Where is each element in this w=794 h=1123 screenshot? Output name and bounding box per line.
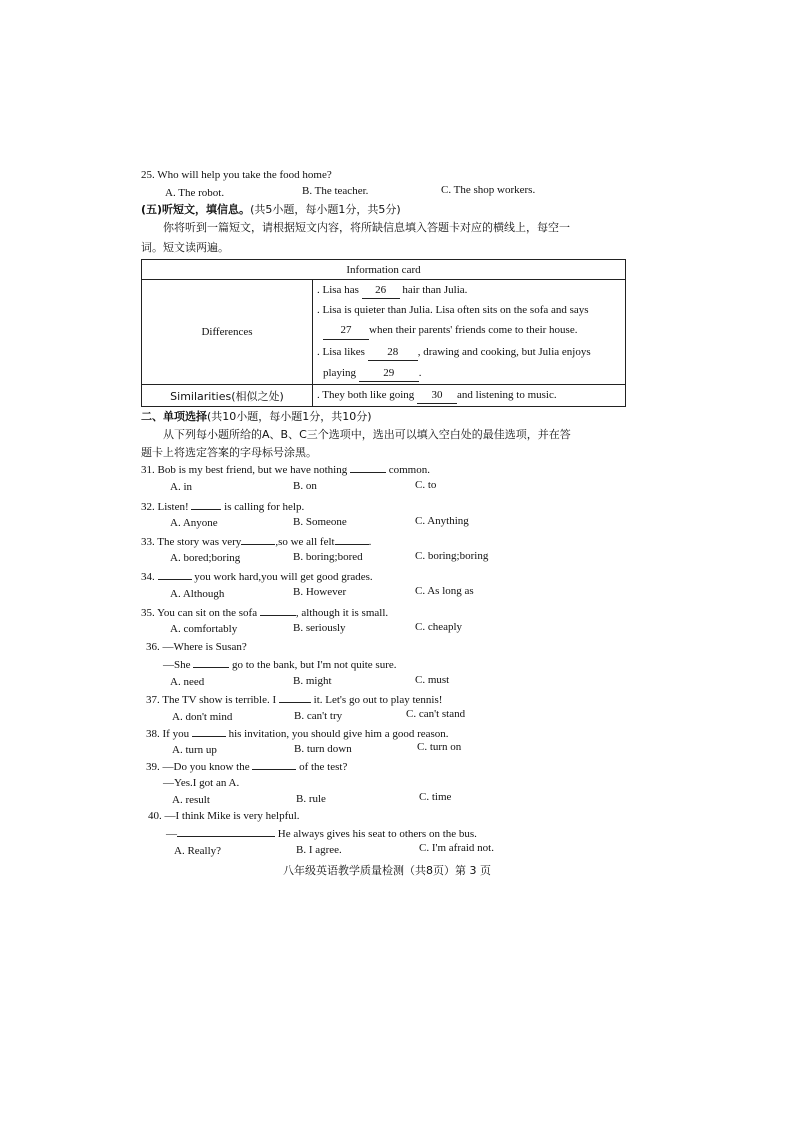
q37-option-b[interactable]: B. can't try xyxy=(294,710,343,722)
q37-option-a[interactable]: A. don't mind xyxy=(172,711,233,723)
section5-heading xyxy=(141,203,401,217)
q31-option-b[interactable]: B. on xyxy=(293,480,317,492)
q38-question xyxy=(146,725,449,741)
q38-option-b[interactable]: B. turn down xyxy=(294,743,352,755)
q35-text-pre: 35. You can sit on the sofa xyxy=(141,607,258,619)
q36-option-a[interactable]: A. need xyxy=(170,676,205,688)
q38-blank[interactable] xyxy=(192,725,226,737)
q39-option-a[interactable]: A. result xyxy=(172,794,210,806)
section5-title-note: (共5小题，每小题1分，共5分) xyxy=(250,203,401,216)
page-footer: 八年级英语教学质量检测（共8页）第 3 页 xyxy=(283,864,491,877)
q36-line2-post: go to the bank, but I'm not quite sure. xyxy=(232,659,397,671)
section2-instruction-line1: 从下列每小题所给的A、B、C三个选项中，选出可以填入空白处的最佳选项，并在答 xyxy=(163,428,571,441)
q40-line2-pre: — xyxy=(166,828,177,840)
q39-line1 xyxy=(146,758,347,774)
q38-option-a[interactable]: A. turn up xyxy=(172,744,217,756)
diff3-line2-post: . xyxy=(418,367,422,379)
section5-instruction-line1: 你将听到一篇短文，请根据短文内容，将所缺信息填入答题卡对应的横线上，每空一 xyxy=(163,221,570,234)
q37-option-c[interactable]: C. can't stand xyxy=(406,708,466,720)
q38-text-post: his invitation, you should give him a good reason. xyxy=(228,728,449,740)
q25-option-a[interactable]: A. The robot. xyxy=(165,187,225,199)
q37-blank[interactable] xyxy=(279,691,311,703)
diff2-post: when their parents' friends come to their house. xyxy=(369,324,578,336)
q32-text-pre: 32. Listen! xyxy=(141,501,189,513)
diff-row-27-line1: . Lisa is quieter than Julia. Lisa often sits on the sofa and says xyxy=(317,304,589,316)
section2-heading xyxy=(141,410,372,424)
diff3-post: , drawing and cooking, but Julia enjoys xyxy=(417,346,591,358)
q39-line2: —Yes.I got an A. xyxy=(163,777,240,789)
q33-blank-1[interactable] xyxy=(241,533,275,545)
q34-text-pre: 34. xyxy=(141,571,155,583)
q39-blank[interactable] xyxy=(252,758,296,770)
q31-text-post: common. xyxy=(388,464,430,476)
q34-question xyxy=(141,568,373,584)
q31-text-pre: 31. Bob is my best friend, but we have nothing xyxy=(141,464,348,476)
similarities-cell xyxy=(313,385,626,407)
q33-option-b[interactable]: B. boring;bored xyxy=(293,551,363,563)
q36-line2 xyxy=(163,656,397,672)
q34-text-post: you work hard,you will get good grades. xyxy=(194,571,373,583)
section5-instruction-line2: 词。短文读两遍。 xyxy=(141,241,229,254)
q36-option-b[interactable]: B. might xyxy=(293,675,332,687)
diff-row-29 xyxy=(313,363,625,384)
q32-text-post: is calling for help. xyxy=(224,501,305,513)
q31-question xyxy=(141,461,430,477)
q40-line2 xyxy=(166,825,477,841)
q32-option-c[interactable]: C. Anything xyxy=(415,515,469,527)
q35-option-c[interactable]: C. cheaply xyxy=(415,621,463,633)
diff1-pre: . Lisa has xyxy=(317,284,359,296)
q25-option-b[interactable]: B. The teacher. xyxy=(302,185,369,197)
blank-27[interactable]: 27 xyxy=(323,321,369,340)
q31-option-c[interactable]: C. to xyxy=(415,479,437,491)
q33-text-mid: ,so we all felt xyxy=(275,536,335,548)
q34-option-b[interactable]: B. However xyxy=(293,586,347,598)
blank-30[interactable]: 30 xyxy=(417,387,457,404)
section2-instruction-line2: 题卡上将选定答案的字母标号涂黑。 xyxy=(141,446,317,459)
q40-line1: 40. —I think Mike is very helpful. xyxy=(148,810,300,822)
q33-option-c[interactable]: C. boring;boring xyxy=(415,550,489,562)
q40-option-c[interactable]: C. I'm afraid not. xyxy=(419,842,494,854)
q33-blank-2[interactable] xyxy=(335,533,369,545)
q35-option-b[interactable]: B. seriously xyxy=(293,622,346,634)
sim-row-30 xyxy=(313,385,625,406)
q39-option-c[interactable]: C. time xyxy=(419,791,452,803)
q25-question: 25. Who will help you take the food home? xyxy=(141,169,332,181)
section2-title: 二、单项选择 xyxy=(141,410,207,423)
q40-option-b[interactable]: B. I agree. xyxy=(296,844,342,856)
q40-option-a[interactable]: A. Really? xyxy=(174,845,222,857)
diff-row-27-line2 xyxy=(313,319,625,342)
diff3-pre: . Lisa likes xyxy=(317,346,365,358)
blank-26[interactable]: 26 xyxy=(362,282,400,299)
q40-line2-post: He always gives his seat to others on the bus. xyxy=(277,828,477,840)
q36-option-c[interactable]: C. must xyxy=(415,674,450,686)
diff1-post: hair than Julia. xyxy=(402,284,468,296)
q33-text-post: . xyxy=(368,536,372,548)
section2-title-note: (共10小题，每小题1分，共10分) xyxy=(207,410,372,423)
q35-question xyxy=(141,604,388,620)
q34-option-a[interactable]: A. Although xyxy=(170,588,225,600)
q34-option-c[interactable]: C. As long as xyxy=(415,585,474,597)
q25-option-c[interactable]: C. The shop workers. xyxy=(441,184,536,196)
q36-blank[interactable] xyxy=(193,656,229,668)
diff-row-28 xyxy=(313,342,625,363)
q35-option-a[interactable]: A. comfortably xyxy=(170,623,238,635)
info-card-header: Information card xyxy=(142,260,626,280)
differences-cell xyxy=(313,280,626,385)
q39-line1-post: of the test? xyxy=(299,761,348,773)
q36-line2-pre: —She xyxy=(163,659,191,671)
q38-text-pre: 38. If you xyxy=(146,728,190,740)
sim-pre: . They both like going xyxy=(317,389,415,401)
q35-text-post: , although it is small. xyxy=(295,607,389,619)
q33-option-a[interactable]: A. bored;boring xyxy=(170,552,241,564)
information-card-table xyxy=(141,259,626,407)
q33-question xyxy=(141,533,371,549)
q39-line1-pre: 39. —Do you know the xyxy=(146,761,250,773)
q32-option-b[interactable]: B. Someone xyxy=(293,516,347,528)
q32-option-a[interactable]: A. Anyone xyxy=(170,517,218,529)
diff3-line2-pre: playing xyxy=(323,367,356,379)
q37-question xyxy=(146,691,442,707)
q35-blank[interactable] xyxy=(260,604,296,616)
q32-question xyxy=(141,498,304,514)
diff-row-26 xyxy=(313,280,625,301)
blank-28[interactable]: 28 xyxy=(368,344,418,361)
sim-post: and listening to music. xyxy=(457,389,557,401)
q32-blank[interactable] xyxy=(191,498,221,510)
section5-title: (五)听短文，填信息。 xyxy=(141,203,251,216)
q39-option-b[interactable]: B. rule xyxy=(296,793,326,805)
q31-option-a[interactable]: A. in xyxy=(170,481,192,493)
q36-line1: 36. —Where is Susan? xyxy=(146,641,247,653)
q31-blank[interactable] xyxy=(350,461,386,473)
q33-text-pre: 33. The story was very xyxy=(141,536,242,548)
similarities-label: Similarities(相似之处) xyxy=(142,385,313,407)
q37-text-pre: 37. The TV show is terrible. I xyxy=(146,694,277,706)
q37-text-post: it. Let's go out to play tennis! xyxy=(313,694,443,706)
blank-29[interactable]: 29 xyxy=(359,365,419,382)
q40-blank[interactable] xyxy=(177,825,275,837)
q34-blank[interactable] xyxy=(158,568,192,580)
differences-label: Differences xyxy=(142,280,313,385)
q38-option-c[interactable]: C. turn on xyxy=(417,741,462,753)
